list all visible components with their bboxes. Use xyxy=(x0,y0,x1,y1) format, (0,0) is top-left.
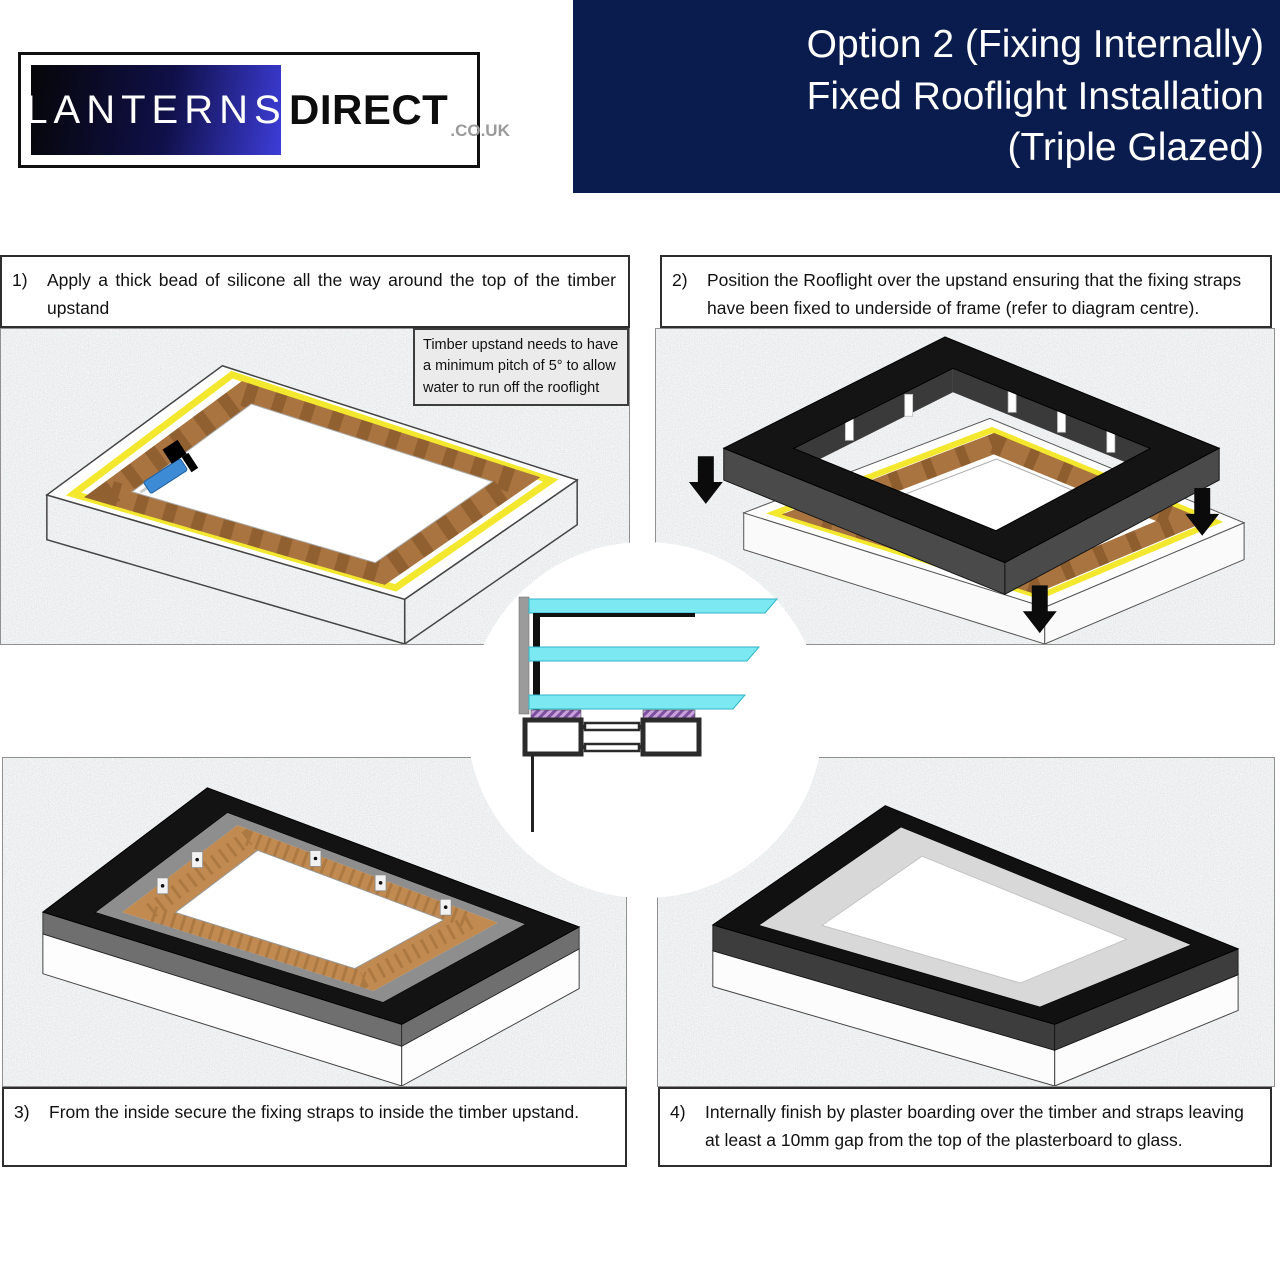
title-line-1: Option 2 (Fixing Internally) xyxy=(806,22,1264,66)
step-number: 1) xyxy=(12,270,28,290)
lanterns-direct-logo xyxy=(18,52,510,168)
step-text: Internally finish by plaster boarding over the timber and straps leaving at least a 10mm gap from the top of the plasterboard to glass. xyxy=(705,1102,1244,1150)
step-3-instruction xyxy=(2,1087,627,1167)
step-number: 4) xyxy=(670,1102,686,1122)
step-text: Apply a thick bead of silicone all the way around the top of the timber upstand xyxy=(47,270,616,318)
title-banner xyxy=(573,0,1280,193)
glazing-spacer-line xyxy=(533,613,695,617)
step-number: 3) xyxy=(14,1102,30,1122)
logo-text-direct: DIRECT xyxy=(289,86,449,133)
pitch-note-text: Timber upstand needs to have a minimum pitch of 5° to allow water to run off the rooflight xyxy=(423,337,619,396)
step-4-instruction xyxy=(658,1087,1272,1167)
step-text: Position the Rooflight over the upstand ensuring that the fixing straps have been fixed to underside of frame (refer to diagram centre). xyxy=(707,270,1242,318)
pitch-note xyxy=(413,328,629,406)
frame-cross-section xyxy=(467,542,823,898)
step-number: 2) xyxy=(672,270,688,290)
logo-gradient-badge xyxy=(25,65,287,155)
logo-text-suffix: .CO.UK xyxy=(450,121,510,140)
title-line-2: Fixed Rooflight Installation xyxy=(806,74,1264,118)
step-2-instruction xyxy=(660,255,1272,328)
logo-text-lanterns: LANTERNS xyxy=(25,87,287,132)
step-text: From the inside secure the fixing straps to inside the timber upstand. xyxy=(49,1102,580,1122)
cross-section-detail-circle xyxy=(467,542,823,898)
aluminium-profile xyxy=(525,720,699,754)
step-1-instruction xyxy=(0,255,630,328)
title-line-3: (Triple Glazed) xyxy=(1007,126,1264,170)
